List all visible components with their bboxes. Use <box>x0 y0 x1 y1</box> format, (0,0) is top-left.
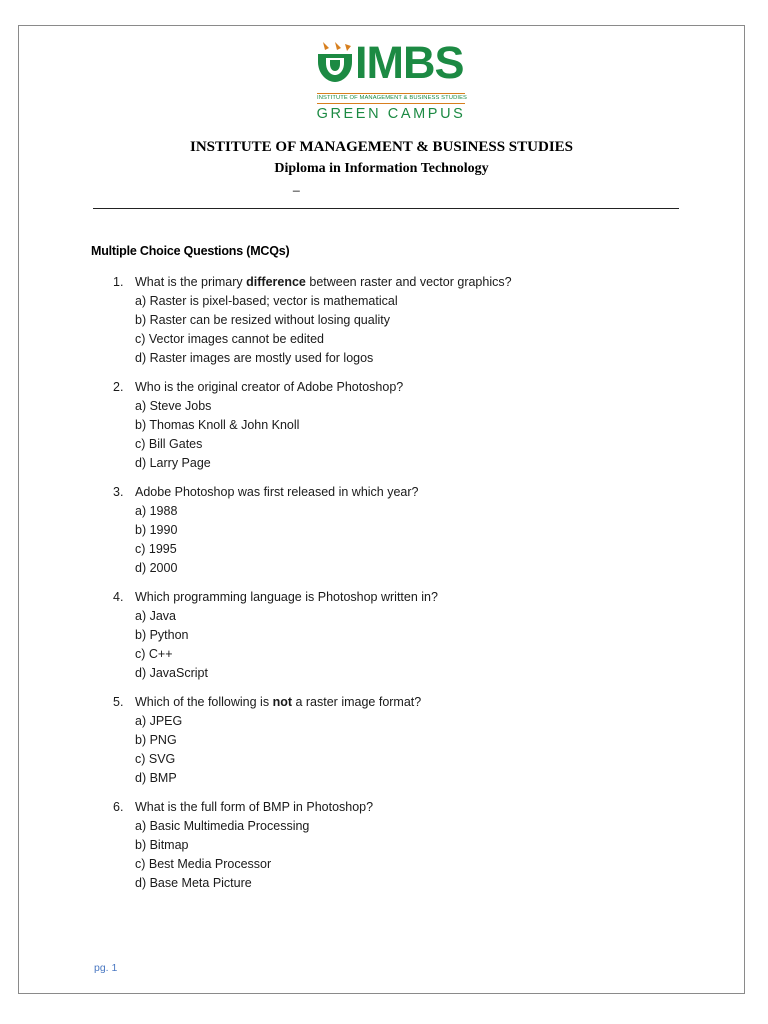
question-text <box>101 588 701 607</box>
section-title: Multiple Choice Questions (MCQs) <box>91 244 290 258</box>
option-d: d) Base Meta Picture <box>135 876 252 890</box>
question-3 <box>101 483 701 578</box>
option-d: d) 2000 <box>135 561 178 575</box>
question-number: 2. <box>113 380 124 394</box>
logo-campus-text: GREEN CAMPUS <box>316 106 466 122</box>
question-text <box>101 693 701 712</box>
logo-tagline: INSTITUTE OF MANAGEMENT & BUSINESS STUDIES <box>317 93 465 104</box>
option-a: a) Raster is pixel-based; vector is mathematical <box>135 294 398 308</box>
question-number: 3. <box>113 485 124 499</box>
option-d: d) Raster images are mostly used for logos <box>135 351 374 365</box>
logo-brand-text: IMBS <box>355 37 464 88</box>
option-b: b) Raster can be resized without losing quality <box>135 313 390 327</box>
question-text <box>101 273 701 292</box>
question-text-part: between raster and vector graphics? <box>305 275 512 289</box>
question-text-part: Which programming language is Photoshop written in? <box>135 590 438 604</box>
green-campus-leaf-icon <box>315 40 355 84</box>
question-2 <box>101 378 701 473</box>
option-b: b) 1990 <box>135 523 178 537</box>
question-list <box>101 273 701 903</box>
header-dash: _ <box>293 178 300 192</box>
question-number: 4. <box>113 590 124 604</box>
imbs-logo <box>315 38 475 130</box>
option-d: d) Larry Page <box>135 456 211 470</box>
option-d: d) BMP <box>135 771 177 785</box>
option-b: b) PNG <box>135 733 177 747</box>
question-text-part: Adobe Photoshop was first released in which year? <box>135 485 419 499</box>
question-5 <box>101 693 701 788</box>
question-text <box>101 798 701 817</box>
header-divider <box>93 208 679 209</box>
option-d: d) JavaScript <box>135 666 208 680</box>
document-page <box>18 25 745 994</box>
option-b: b) Thomas Knoll & John Knoll <box>135 418 300 432</box>
option-c: c) Vector images cannot be edited <box>135 332 325 346</box>
question-emphasis: not <box>272 695 292 709</box>
question-number: 1. <box>113 275 124 289</box>
option-b: b) Bitmap <box>135 838 189 852</box>
option-c: c) 1995 <box>135 542 177 556</box>
option-a: a) Steve Jobs <box>135 399 212 413</box>
option-a: a) JPEG <box>135 714 183 728</box>
option-c: c) Bill Gates <box>135 437 203 451</box>
question-6 <box>101 798 701 893</box>
question-text-part: Which of the following is <box>135 695 273 709</box>
question-text-part: Who is the original creator of Adobe Photoshop? <box>135 380 404 394</box>
option-a: a) 1988 <box>135 504 178 518</box>
institute-name: INSTITUTE OF MANAGEMENT & BUSINESS STUDIES <box>189 139 573 155</box>
question-text-part: What is the full form of BMP in Photoshop? <box>135 800 374 814</box>
program-name: Diploma in Information Technology <box>274 161 489 176</box>
question-emphasis: difference <box>246 275 306 289</box>
question-1 <box>101 273 701 368</box>
question-text <box>101 378 701 397</box>
option-a: a) Java <box>135 609 176 623</box>
option-b: b) Python <box>135 628 189 642</box>
question-text-part: a raster image format? <box>292 695 422 709</box>
option-c: c) C++ <box>135 647 173 661</box>
page-number: pg. 1 <box>94 962 118 974</box>
question-text-part: What is the primary <box>135 275 247 289</box>
question-number: 6. <box>113 800 124 814</box>
question-text <box>101 483 701 502</box>
option-c: c) Best Media Processor <box>135 857 272 871</box>
question-4 <box>101 588 701 683</box>
option-c: c) SVG <box>135 752 176 766</box>
question-number: 5. <box>113 695 124 709</box>
option-a: a) Basic Multimedia Processing <box>135 819 310 833</box>
